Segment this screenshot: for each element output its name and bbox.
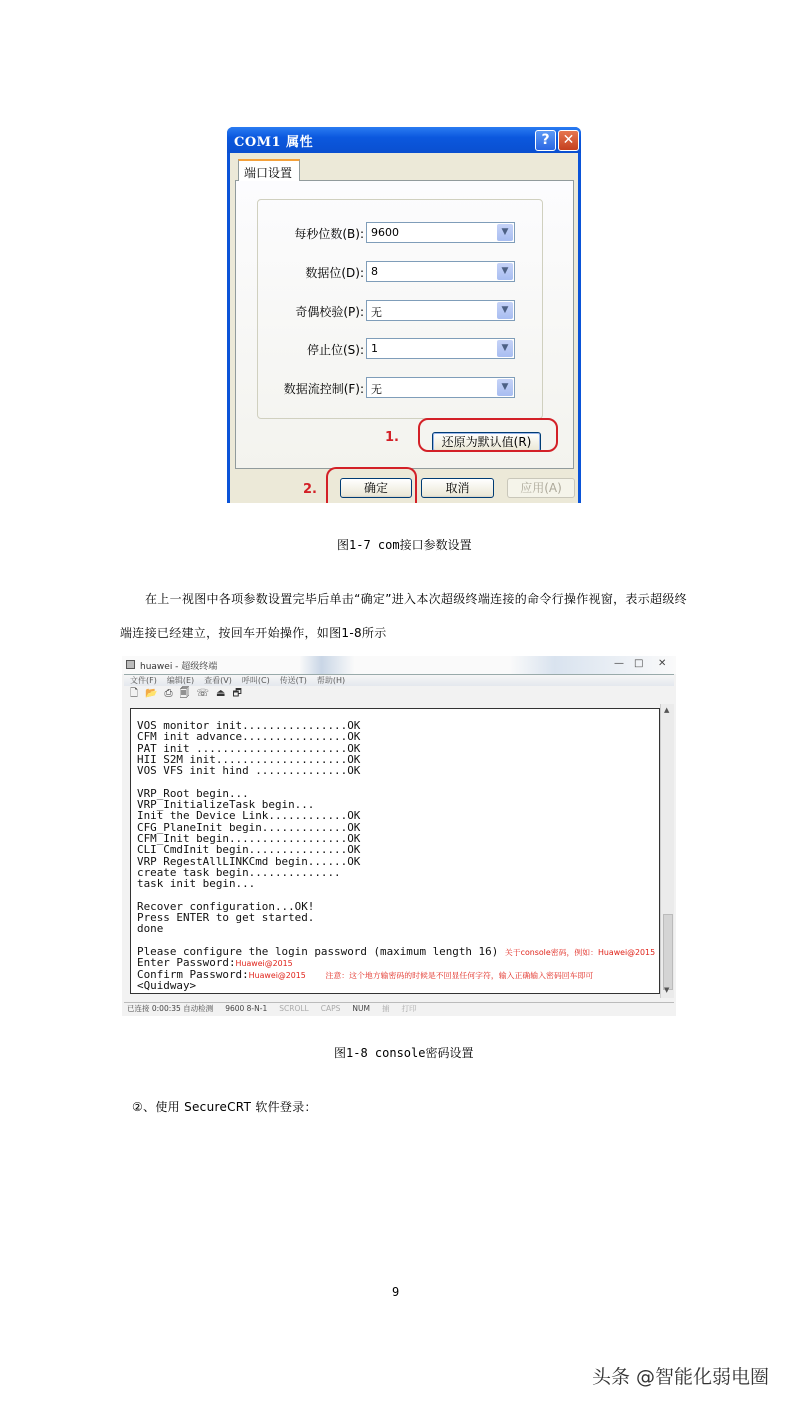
stop-bits-label: 停止位(S): xyxy=(306,343,364,357)
terminal-scrollbar[interactable] xyxy=(660,704,674,998)
dialog-title: COM1 属性 xyxy=(234,135,314,150)
menu-file[interactable]: 文件(F) xyxy=(130,676,157,685)
terminal-line: VOS VFS init hind ..............OK xyxy=(137,765,361,778)
scroll-down-icon[interactable]: ▼ xyxy=(664,986,670,994)
terminal-status-bar xyxy=(124,1002,674,1014)
paragraph-line-1: 在上一视图中各项参数设置完毕后单击“确定”进入本次超级终端连接的命令行操作视窗，表示超级终 xyxy=(145,592,687,606)
terminal-line: CFM_Init begin..................OK xyxy=(137,832,361,845)
confirm-note: 注意：这个地方输密码的时候是不回显任何字符，输入正确输入密码回车即可 xyxy=(325,970,594,980)
field-flow-control xyxy=(258,377,544,399)
flow-control-label: 数据流控制(F): xyxy=(283,382,364,396)
confirm-password-value: Huawei@2015 xyxy=(248,970,306,980)
password-prompt: Please configure the login password (maximum length 16) xyxy=(137,945,499,958)
status-capture: 捕 xyxy=(381,1004,390,1013)
confirm-password-label: Confirm Password: xyxy=(137,968,249,981)
prompt-note: 关于console密码，例如：Huawei@2015 xyxy=(504,947,656,957)
flow-control-select[interactable] xyxy=(366,377,515,398)
hyperterminal-window xyxy=(122,656,676,1016)
status-caps: CAPS xyxy=(320,1004,341,1013)
chevron-down-icon[interactable]: ▼ xyxy=(497,340,513,357)
parity-label: 奇偶校验(P): xyxy=(295,305,364,319)
close-icon[interactable]: ✕ xyxy=(558,130,579,151)
open-icon[interactable]: 📂 xyxy=(145,688,158,699)
terminal-toolbar xyxy=(124,687,674,701)
terminal-line: PAT init .......................OK xyxy=(137,742,361,755)
annotation-step-2: 2. xyxy=(303,482,317,497)
flow-control-value: 无 xyxy=(371,383,382,396)
status-connection: 已连接 0:00:35 自动检测 xyxy=(127,1004,214,1013)
stop-bits-value: 1 xyxy=(371,342,378,355)
new-icon[interactable]: 🗋 xyxy=(130,688,139,699)
data-bits-label: 数据位(D): xyxy=(305,266,364,280)
terminal-line: HII S2M init....................OK xyxy=(137,753,361,766)
scrollbar-thumb[interactable] xyxy=(663,914,673,990)
close-icon[interactable]: ✕ xyxy=(658,658,667,669)
tab-port-settings[interactable]: 端口设置 xyxy=(238,159,300,181)
port-settings-group xyxy=(257,199,543,419)
baud-rate-value: 9600 xyxy=(371,226,399,239)
status-params: 9600 8-N-1 xyxy=(225,1004,268,1013)
terminal-menu-bar xyxy=(124,674,674,686)
cancel-button[interactable]: 取消 xyxy=(421,478,494,498)
figure-caption-1-7: 图1-7 com接口参数设置 xyxy=(337,538,472,552)
chevron-down-icon[interactable]: ▼ xyxy=(497,379,513,396)
terminal-line: task init begin... xyxy=(137,878,256,891)
annotation-ring-ok xyxy=(326,467,417,503)
properties-icon[interactable]: 🗐 xyxy=(179,688,190,699)
app-icon xyxy=(126,660,135,669)
maximize-icon[interactable]: □ xyxy=(634,658,644,669)
enter-password-value: Huawei@2015 xyxy=(235,959,293,969)
terminal-screen[interactable] xyxy=(130,708,660,994)
menu-transfer[interactable]: 传送(T) xyxy=(279,676,307,685)
enter-password-label: Enter Password: xyxy=(137,957,236,970)
chevron-down-icon[interactable]: ▼ xyxy=(497,224,513,241)
apply-button[interactable]: 应用(A) xyxy=(507,478,575,498)
print-icon[interactable]: ⎙ xyxy=(164,688,173,699)
stop-bits-select[interactable] xyxy=(366,338,515,359)
terminal-line: Press ENTER to get started. xyxy=(137,912,315,925)
terminal-line: VRP RegestAllLINKCmd begin......OK xyxy=(137,855,361,868)
terminal-final-prompt: <Quidway> xyxy=(137,979,197,992)
scroll-up-icon[interactable]: ▲ xyxy=(664,706,670,714)
status-print: 打印 xyxy=(401,1004,417,1013)
ok-button[interactable]: 确定 xyxy=(340,478,412,498)
page-number: 9 xyxy=(392,1285,400,1299)
watermark: 头条 @智能化弱电圈 xyxy=(592,1366,770,1388)
call-icon[interactable]: ☏ xyxy=(196,688,210,699)
paragraph-line-2: 端连接已经建立，按回车开始操作，如图1-8所示 xyxy=(120,626,387,640)
terminal-line: VOS monitor init................OK xyxy=(137,720,361,732)
terminal-line: create task begin.............. xyxy=(137,866,341,879)
status-num: NUM xyxy=(352,1004,370,1013)
parity-value: 无 xyxy=(371,306,382,319)
baud-rate-select[interactable] xyxy=(366,222,515,243)
terminal-title: huawei - 超级终端 xyxy=(140,662,218,672)
annotation-ring-restore xyxy=(418,418,558,452)
baud-rate-label: 每秒位数(B): xyxy=(294,227,364,241)
send-icon[interactable]: 🗗 xyxy=(232,688,242,699)
field-stop-bits xyxy=(258,338,544,360)
terminal-line: VRP_Root begin... xyxy=(137,787,249,800)
menu-edit[interactable]: 编辑(E) xyxy=(166,676,195,685)
terminal-line: done xyxy=(137,923,164,936)
chevron-down-icon[interactable]: ▼ xyxy=(497,263,513,280)
disconnect-icon[interactable]: ⏏ xyxy=(216,688,226,699)
dialog-title-bar[interactable] xyxy=(227,127,581,153)
terminal-line: CLI CmdInit begin...............OK xyxy=(137,844,361,857)
terminal-line: CFG_PlaneInit begin.............OK xyxy=(137,821,361,834)
terminal-title-bar[interactable] xyxy=(122,656,676,674)
status-scroll: SCROLL xyxy=(279,1004,309,1013)
minimize-icon[interactable]: — xyxy=(614,658,624,669)
field-baud-rate xyxy=(258,222,544,244)
terminal-line: VRP_InitializeTask begin... xyxy=(137,799,315,812)
field-data-bits xyxy=(258,261,544,283)
terminal-line: Recover configuration...OK! xyxy=(137,900,315,913)
figure-caption-1-8: 图1-8 console密码设置 xyxy=(334,1046,474,1060)
terminal-line: CFM init advance................OK xyxy=(137,731,361,744)
terminal-line: Init the Device Link............OK xyxy=(137,810,361,823)
chevron-down-icon[interactable]: ▼ xyxy=(497,302,513,319)
section-heading: ②、使用 SecureCRT 软件登录： xyxy=(132,1100,317,1114)
help-icon[interactable]: ? xyxy=(535,130,556,151)
field-parity xyxy=(258,300,544,322)
menu-help[interactable]: 帮助(H) xyxy=(316,676,346,685)
restore-defaults-button[interactable]: 还原为默认值(R) xyxy=(432,432,541,452)
terminal-confirm-password-line xyxy=(137,970,685,981)
menu-view[interactable]: 查看(V) xyxy=(204,676,232,685)
parity-select[interactable] xyxy=(366,300,515,321)
data-bits-select[interactable] xyxy=(366,261,515,282)
menu-call[interactable]: 呼叫(C) xyxy=(241,676,270,685)
data-bits-value: 8 xyxy=(371,265,378,278)
annotation-step-1: 1. xyxy=(385,430,399,445)
